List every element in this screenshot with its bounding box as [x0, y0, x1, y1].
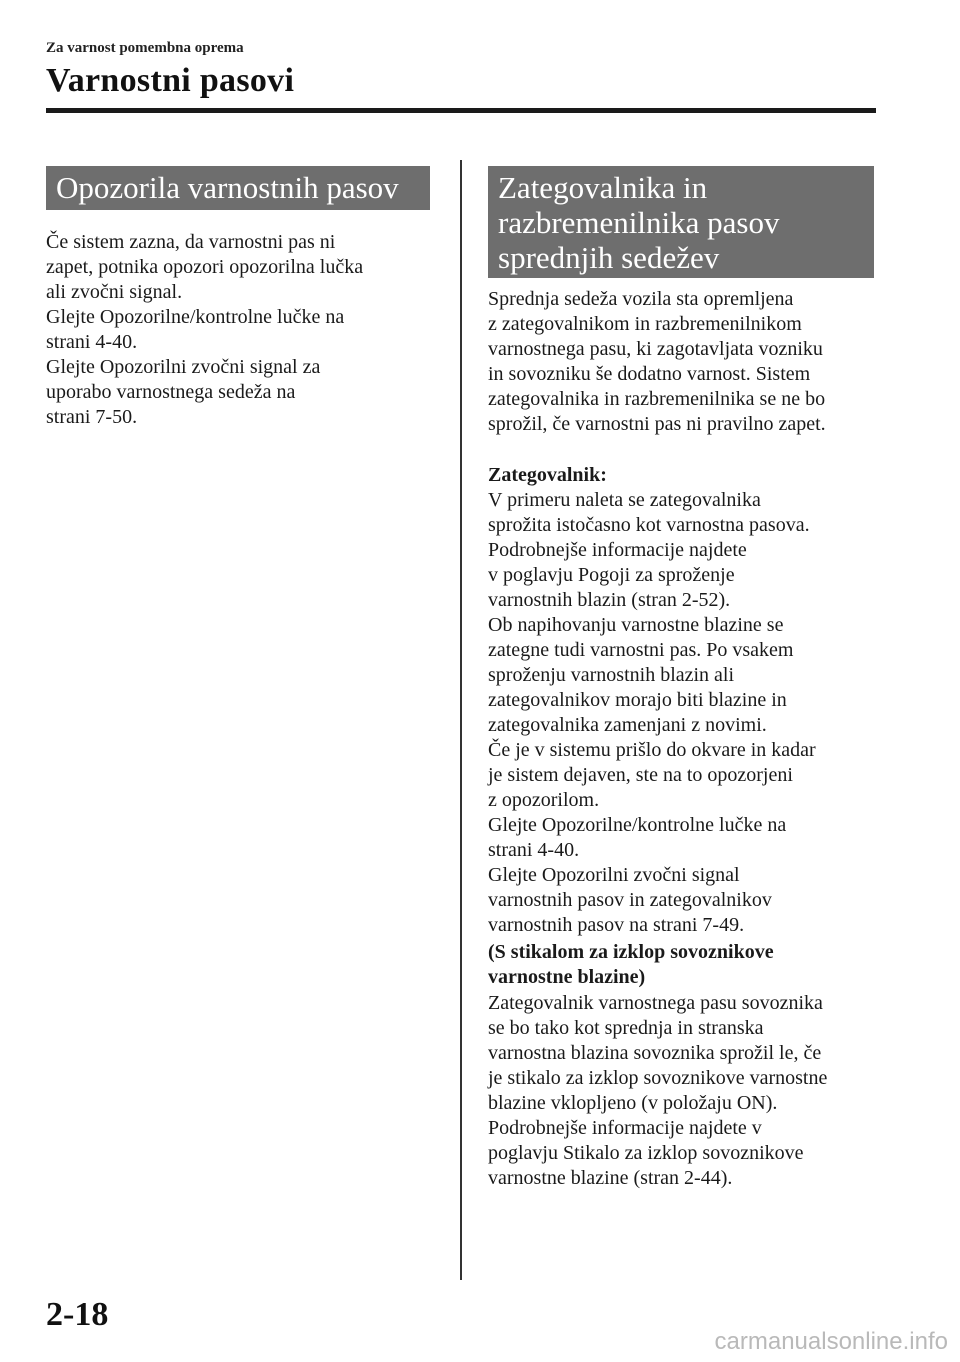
- pretensioner-text: V primeru naleta se zategovalnika sprožita istočasno kot varnostna pasova. Podrobnejše informacije najdete v poglavju Pogoji za sproženje varnostnih blazin (stran 2-52). Ob napihovanju varnostne blazine se zategne tudi varnostni pas. Po vsakem sproženju varnostnih blazin ali zategovalnikov morajo biti blazine in zategovalnika zamenjani z novimi. Če je v sistemu prišlo do okvare in kadar je sistem dejaven, ste na to opozorjeni z opozorilom. Glejte Opozorilne/kontrolne lučke na strani 4-40. Glejte Opozorilni zvočni signal varnostnih pasov in zategovalnikov varnostnih pasov na strani 7-49.: [488, 489, 816, 936]
- heading-pretensioners: Zategovalnika in razbremenilnika pasov sprednjih sedežev: [488, 166, 874, 278]
- chapter-title: Varnostni pasovi: [46, 62, 295, 99]
- watermark: carmanualsonline.info: [714, 1328, 948, 1355]
- subheading-pretensioner: Zategovalnik:: [488, 464, 607, 486]
- passenger-airbag-switch-text: Zategovalnik varnostnega pasu sovoznika se bo tako kot sprednja in stranska varnostna blazina sovoznika sprožil le, če je stikalo za izklop sovoznikove varnostne blazine vklopljeno (v položaju ON). Podrobnejše informacije najdete v poglavju Stikalo za izklop sovoznikove varnostne blazine (stran 2-44).: [488, 992, 828, 1189]
- column-divider: [460, 160, 462, 1280]
- section-label: Za varnost pomembna oprema: [46, 40, 244, 56]
- subheading-passenger-airbag-switch: (S stikalom za izklop sovoznikove varnostne blazine): [488, 941, 774, 988]
- title-rule: [46, 108, 876, 113]
- seatbelt-warnings-text: Če sistem zazna, da varnostni pas ni zapet, potnika opozori opozorilna lučka ali zvočni signal. Glejte Opozorilne/kontrolne lučke na strani 4-40. Glejte Opozorilni zvočni signal za uporabo varnostnega sedeža na strani 7-50.: [46, 231, 364, 428]
- page-number: 2-18: [46, 1296, 109, 1333]
- heading-seatbelt-warnings: Opozorila varnostnih pasov: [46, 166, 430, 210]
- pretensioners-intro-text: Sprednja sedeža vozila sta opremljena z zategovalnikom in razbremenilnikom varnostnega pasu, ki zagotavljata vozniku in sovozniku še dodatno varnost. Sistem zategovalnika in razbremenilnika se ne bo sprožil, če varnostni pas ni pravilno zapet.: [488, 288, 826, 435]
